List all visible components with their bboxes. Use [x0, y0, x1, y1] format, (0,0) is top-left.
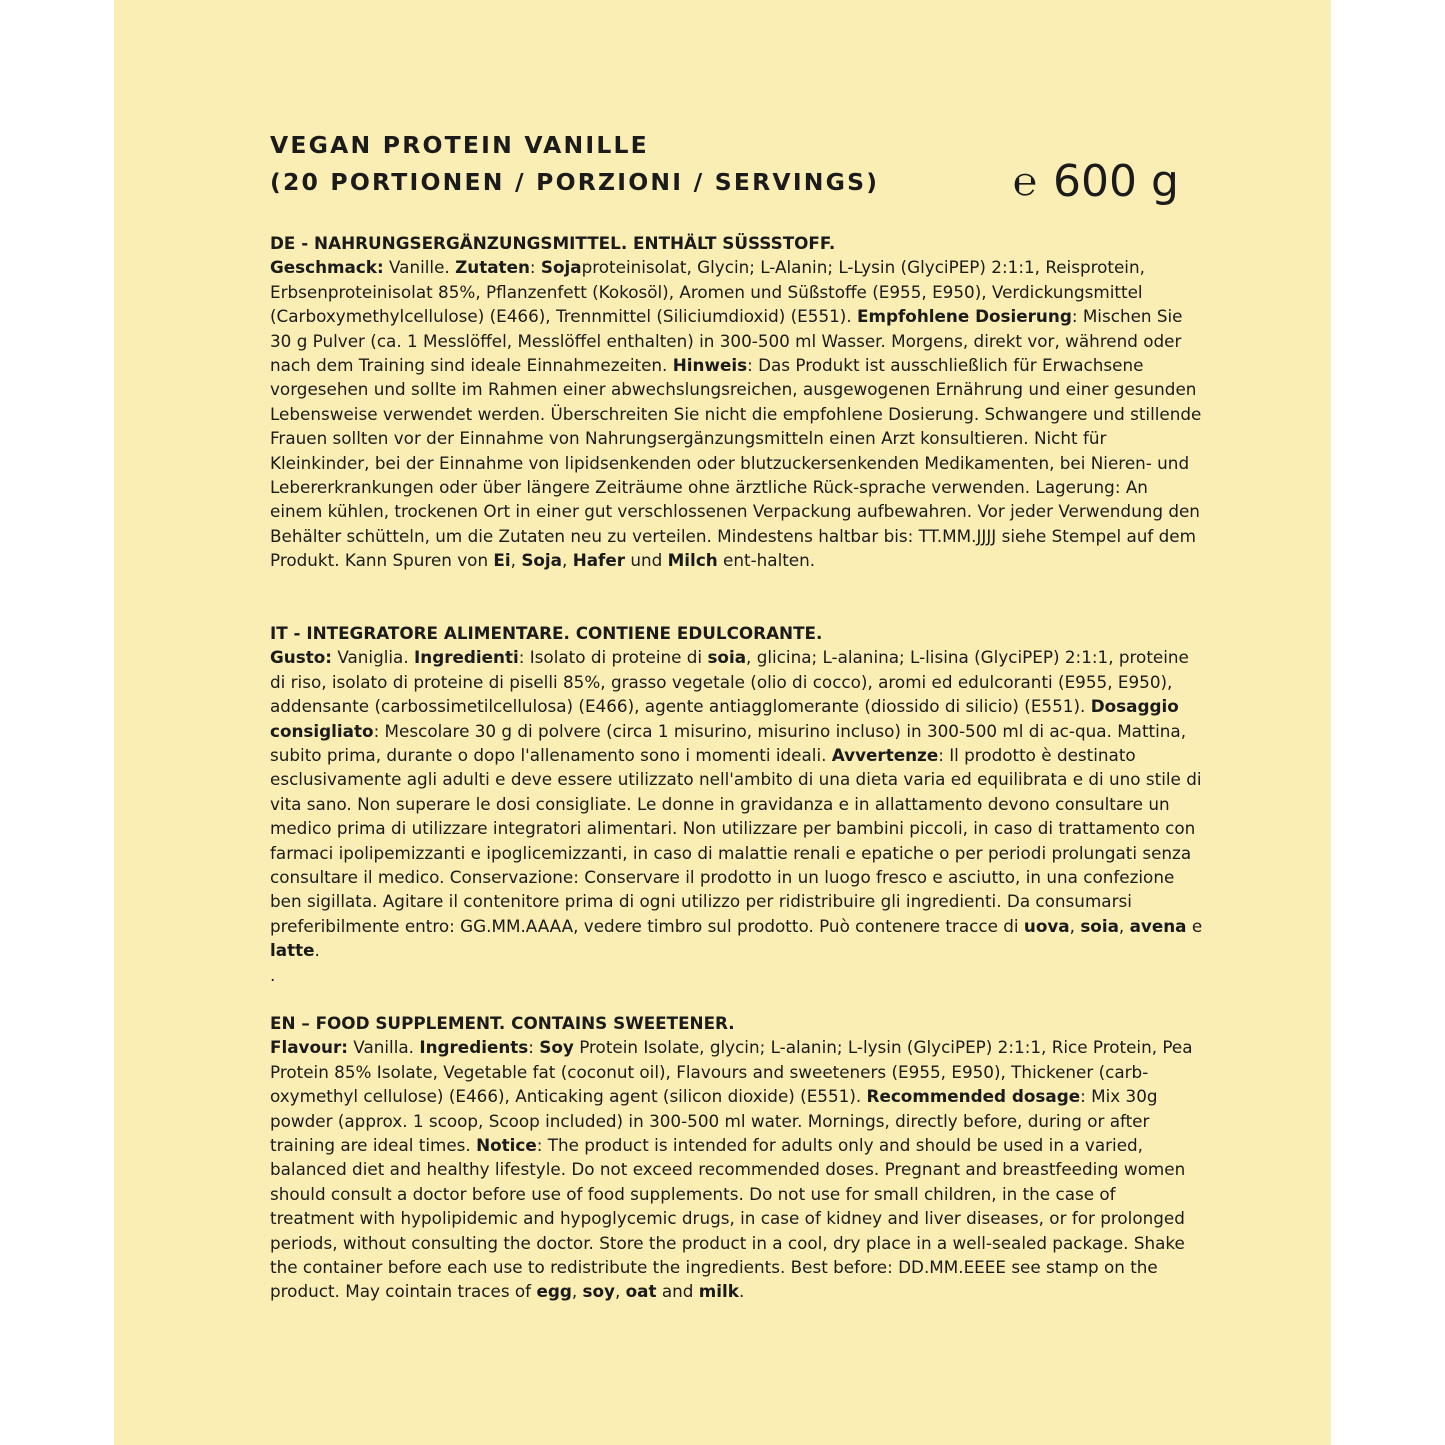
section-body-it: [270, 645, 1205, 962]
allergen: Hafer: [572, 550, 626, 571]
section-it: [270, 621, 1205, 987]
ingredients-label: Zutaten: [455, 257, 530, 278]
text-run: .: [738, 1281, 745, 1302]
flavour-label: Geschmack:: [270, 257, 384, 278]
notice-label: Hinweis: [672, 355, 748, 376]
section-heading-it: IT - INTEGRATORE ALIMENTARE. CONTIENE EDULCORANTE.: [270, 623, 823, 643]
allergen: latte: [270, 940, 315, 961]
flavour-label: Gusto:: [270, 647, 332, 668]
text-run: Vaniglia.: [331, 647, 415, 668]
ingredients-label: Ingredients: [419, 1037, 529, 1058]
text-run: ,: [1069, 915, 1081, 936]
net-weight: [1013, 151, 1179, 211]
section-en: [270, 1011, 1205, 1304]
text-run: : Il prodotto è destinato esclusivamente agli adulti e deve essere utilizzato nell'ambito di una dieta varia ed equilibrata e di uno stile di vita sano. Non superare le dosi consigliate. Le donne in gravidanza e in allattamento devono consultare un medico prima di utilizzare integratori alimentari. Non utilizzare per bambini piccoli, in caso di trattamento con farmaci ipolipemizzanti e ipoglicemizzanti, in caso di malattie renali e epatiche o per periodi prolungati senza consultare il medico. Conservazione: Conservare il prodotto in un luogo fresco e asciutto, in una confezione ben sigillata. Agitare il contenitore prima di ogni utilizzo per ridistribuire gli ingredienti. Da consumarsi preferibilmente entro: GG.MM.AAAA, vedere timbro sul prodotto. Può contenere tracce di: [270, 745, 1202, 936]
text-run: :: [529, 257, 541, 278]
dosage-label: Recommended dosage: [866, 1086, 1081, 1107]
allergen: soia: [1080, 915, 1119, 936]
text-run: Vanilla.: [347, 1037, 420, 1058]
allergen-soy: Soja: [540, 257, 582, 278]
text-run: Protein Isolate, glycin; L-alanin; L-lysin (GlyciPEP) 2:1:1, Rice Protein, Pea Protein 85% Isolate, Vegetable fat (coconut oil), Flavours and sweeteners (E955, E950), Thickener (carb-oxymethyl cellulose) (E466), Anticaking agent (silicon dioxide) (E551).: [270, 1037, 1193, 1107]
flavour-label: Flavour:: [270, 1037, 348, 1058]
product-title: [270, 127, 879, 201]
allergen: Soja: [521, 550, 563, 571]
text-run: :: [528, 1037, 540, 1058]
text-run: : Mix 30g powder (approx. 1 scoop, Scoop included) in 300-500 ml water. Mornings, directly before, during or after training are ideal times.: [270, 1086, 1158, 1156]
section-heading-de: DE - NAHRUNGSERGÄNZUNGSMITTEL. ENTHÄLT SÜSSSTOFF.: [270, 233, 836, 253]
product-name: VEGAN PROTEIN VANILLE: [270, 131, 649, 159]
text-run: ,: [510, 550, 522, 571]
ingredients-label: Ingredienti: [414, 647, 519, 668]
notice-label: Avvertenze: [831, 745, 939, 766]
net-weight-value: 600 g: [1053, 155, 1179, 207]
text-run: and: [656, 1281, 699, 1302]
text-run: ,: [614, 1281, 626, 1302]
text-run: ,: [562, 550, 573, 571]
text-run: proteinisolat, Glycin; L-Alanin; L-Lysin (GlyciPEP) 2:1:1, Reisprotein, Erbsenproteinisolat 85%, Pflanzenfett (Kokosöl), Aromen und Süßstoffe (E955, E950), Verdickungsmittel (Carboxymethylcellulose) (E466), Trennmittel (Siliciumdioxid) (E551).: [270, 257, 1145, 327]
allergen: Milch: [667, 550, 718, 571]
section-body-de: [270, 255, 1205, 572]
text-run: : Das Produkt ist ausschließlich für Erwachsene vorgesehen und sollte im Rahmen einer abwechslungsreichen, ausgewogenen Ernährung und einer gesunden Lebensweise verwendet werden. Überschreiten Sie nicht die empfohlene Dosierung. Schwangere und stillende Frauen sollten vor der Einnahme von Nahrungsergänzungsmitteln einen Arzt konsultieren. Nicht für Kleinkinder, bei der Einnahme von lipidsenkenden oder blutzuckersenkenden Medikamenten, bei Nieren- und Lebererkrankungen oder über längere Zeiträume ohne ärztliche Rück-sprache verwenden. Lagerung: An einem kühlen, trockenen Ort in einer gut verschlossenen Verpackung aufbewahren. Vor jeder Verwendung den Behälter schütteln, um die Zutaten neu zu verteilen. Mindestens haltbar bis: TT.MM.JJJJ siehe Stempel auf dem Produkt. Kann Spuren von: [270, 355, 1202, 571]
allergen: avena: [1129, 915, 1187, 936]
text-run: und: [625, 550, 668, 571]
allergen: uova: [1023, 915, 1070, 936]
text-run: : The product is intended for adults only and should be used in a varied, balanced diet and healthy lifestyle. Do not exceed recommended doses. Pregnant and breastfeeding women should consult a doctor before use of food supplements. Do not use for small children, in the case of treatment with hypolipidemic and hypoglycemic drugs, in case of kidney and liver diseases, or for prolonged periods, without consulting the doctor. Store the product in a cool, dry place in a well-sealed package. Shake the container before each use to redistribute the ingredients. Best before: DD.MM.EEEE see stamp on the product. May cointain traces of: [270, 1135, 1186, 1302]
notice-label: Notice: [476, 1135, 537, 1156]
text-run: ,: [1118, 915, 1130, 936]
dosage-label: Dosaggio consigliato: [270, 696, 1179, 741]
text-run: Vanille.: [383, 257, 456, 278]
allergen: oat: [625, 1281, 657, 1302]
text-run: ent-halten.: [717, 550, 816, 571]
trailing-dot: .: [270, 964, 276, 985]
allergen: Ei: [493, 550, 511, 571]
text-run: e: [1186, 915, 1203, 936]
text-run: : Mescolare 30 g di polvere (circa 1 misurino, misurino incluso) in 300-500 ml di ac-qua. Mattina, subito prima, durante o dopo l'allenamento sono i momenti ideali.: [270, 720, 1187, 766]
text-run: ,: [571, 1281, 583, 1302]
dosage-label: Empfohlene Dosierung: [857, 306, 1072, 327]
section-body-en: [270, 1035, 1205, 1303]
allergen: soy: [582, 1281, 615, 1302]
text-run: : Isolato di proteine di: [518, 647, 708, 668]
servings-line: (20 PORTIONEN / PORZIONI / SERVINGS): [270, 168, 880, 196]
allergen-soy: soia: [707, 647, 747, 668]
text-run: , glicina; L-alanina; L-lisina (GlyciPEP) 2:1:1, proteine di riso, isolato di proteine di piselli 85%, grasso vegetale (olio di cocco), aromi ed edulcoranti (E955, E950), addensante (carbossimetilcellulosa) (E466), agente antiagglomerante (diossido di silicio) (E551).: [270, 647, 1189, 717]
allergen: egg: [536, 1281, 572, 1302]
section-heading-en: EN – FOOD SUPPLEMENT. CONTAINS SWEETENER.: [270, 1013, 735, 1033]
text-run: .: [314, 940, 320, 961]
allergen-soy: Soy: [539, 1037, 574, 1058]
text-run: : Mischen Sie 30 g Pulver (ca. 1 Messlöffel, Messlöffel enthalten) in 300-500 ml Wasser. Morgens, direkt vor, während oder nach dem Training sind ideale Einnahmezeiten.: [270, 306, 1183, 376]
estimated-sign-icon: ℮: [1013, 158, 1038, 205]
section-de: [270, 231, 1205, 573]
allergen: milk: [698, 1281, 739, 1302]
